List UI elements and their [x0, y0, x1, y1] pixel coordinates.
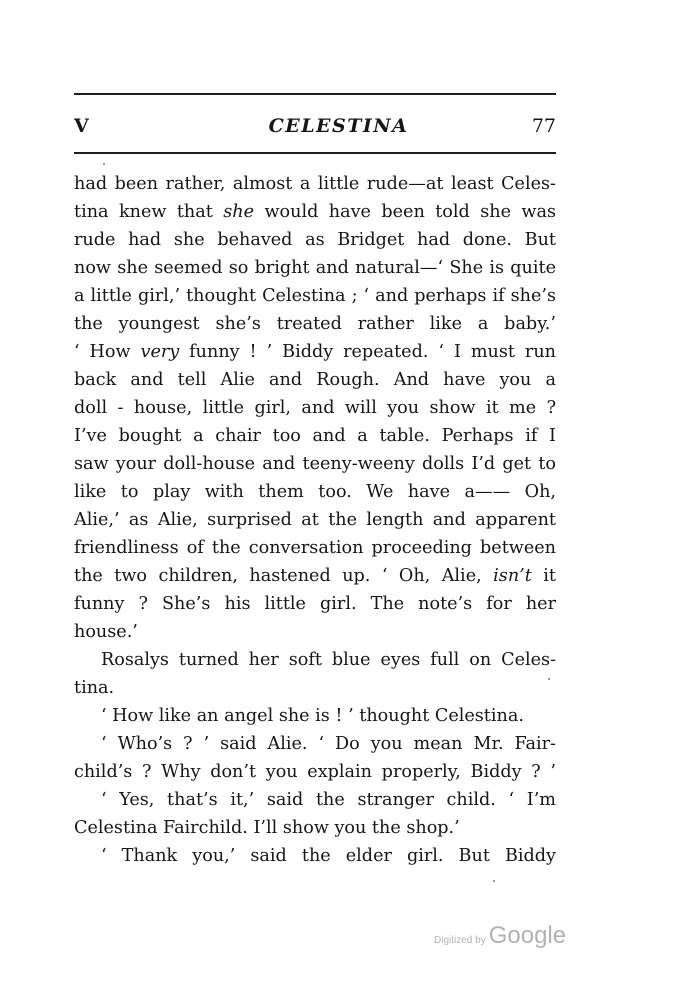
text-line: rude had she behaved as Bridget had done. But: [74, 230, 556, 250]
text-line: Celestina Fairchild. I’ll show you the shop.’: [74, 818, 460, 838]
text-line: tina.: [74, 678, 115, 698]
page-number: 77: [531, 115, 556, 137]
digitized-by-google-watermark: Digitized by Google: [434, 922, 567, 949]
text-line: had been rather, almost a little rude—at least Celes-: [74, 174, 556, 194]
page-body: [74, 170, 556, 870]
emphasis: she: [223, 202, 255, 222]
header-top-rule: [74, 93, 556, 95]
running-title: CELESTINA: [268, 115, 409, 137]
emphasis: isn’t: [493, 566, 532, 586]
text-line: doll - house, little girl, and will you show it me ?: [74, 398, 556, 418]
text-line: ‘ Who’s ? ’ said Alie. ‘ Do you mean Mr. Fair-: [101, 734, 556, 754]
text-line: ‘ Thank you,’ said the elder girl. But Biddy: [101, 846, 556, 866]
header-bottom-rule: [74, 152, 556, 154]
text-line: child’s ? Why don’t you explain properly, Biddy ? ’: [74, 762, 556, 782]
emphasis: very: [140, 342, 180, 362]
print-speck: [103, 163, 105, 165]
text-line: a little girl,’ thought Celestina ; ‘ and perhaps if she’s: [74, 286, 556, 306]
text-line: ‘ How very funny ! ’ Biddy repeated. ‘ I must run: [74, 342, 556, 362]
text-line: ‘ Yes, that’s it,’ said the stranger child. ‘ I’m: [101, 790, 556, 810]
text-line: saw your doll-house and teeny-weeny dolls I’d get to: [74, 454, 556, 474]
print-speck: [493, 880, 495, 882]
text-line: tina knew that she would have been told she was: [74, 202, 556, 222]
text-line: now she seemed so bright and natural—‘ She is quite: [74, 258, 556, 278]
text-line: I’ve bought a chair too and a table. Perhaps if I: [74, 426, 556, 446]
text-line: Alie,’ as Alie, surprised at the length and apparent: [74, 510, 556, 530]
text-line: ‘ How like an angel she is ! ’ thought Celestina.: [101, 706, 524, 726]
text-line: house.’: [74, 622, 138, 642]
text-line: friendliness of the conversation proceeding between: [74, 538, 556, 558]
text-line: the youngest she’s treated rather like a baby.’: [74, 314, 556, 334]
text-line: Rosalys turned her soft blue eyes full on Celes-: [101, 650, 556, 670]
text-line: funny ? She’s his little girl. The note’s for her: [74, 594, 556, 614]
text-line: like to play with them too. We have a—— Oh,: [74, 482, 556, 502]
text-line: the two children, hastened up. ‘ Oh, Alie, isn’t it: [74, 566, 556, 586]
chapter-number: V: [74, 115, 89, 137]
text-line: back and tell Alie and Rough. And have you a: [74, 370, 556, 390]
